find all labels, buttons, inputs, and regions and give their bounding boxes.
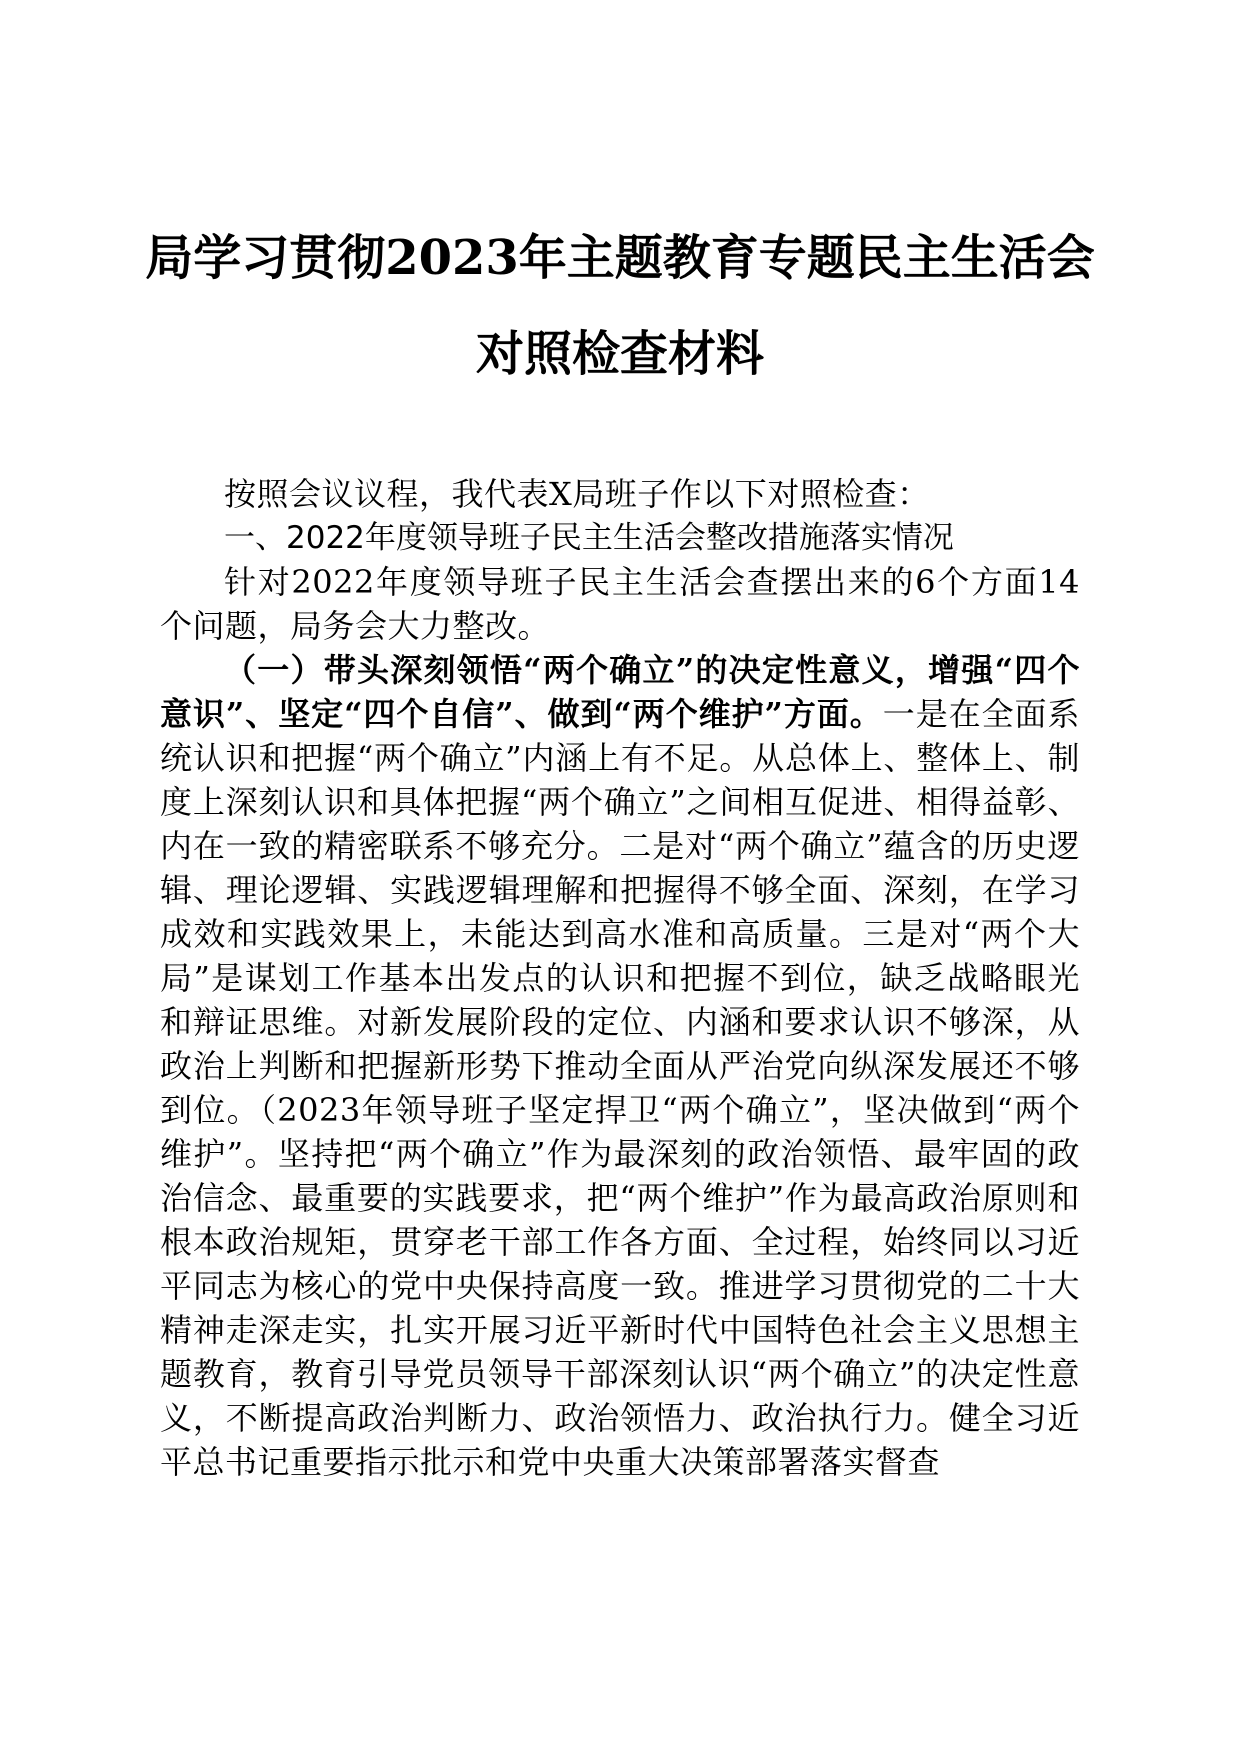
subsection-heading-1: （一）带头深刻领悟“两个确立”的决定性意义，增强“四个意识”、坚定“四个自信”、做到“两个维护”方面。 xyxy=(160,651,1080,733)
intro-paragraph: 按照会议议程，我代表X局班子作以下对照检查： xyxy=(224,475,930,513)
section-heading-1: 一、2022年度领导班子民主生活会整改措施落实情况 xyxy=(224,520,954,556)
subsection-1-paragraph xyxy=(160,648,1080,1484)
subsection-1-body: 一是在全面系统认识和把握“两个确立”内涵上有不足。从总体上、整体上、制度上深刻认识和具体把握“两个确立”之间相互促进、相得益彰、内在一致的精密联系不够充分。二是对“两个确立”蕴含的历史逻辑、理论逻辑、实践逻辑理解和把握得不够全面、深刻，在学习成效和实践效果上，未能达到高水准和高质量。三是对“两个大局”是谋划工作基本出发点的认识和把握不到位，缺乏战略眼光和辩证思维。对新发展阶段的定位、内涵和要求认识不够深，从政治上判断和把握新形势下推动全面从严治党向纵深发展还不够到位。（2023年领导班子坚定捍卫“两个确立”，坚决做到“两个维护”。坚持把“两个确立”作为最深刻的政治领悟、最牢固的政治信念、最重要的实践要求，把“两个维护”作为最高政治原则和根本政治规矩，贯穿老干部工作各方面、全过程，始终同以习近平同志为核心的党中央保持高度一致。推进学习贯彻党的二十大精神走深走实，扎实开展习近平新时代中国特色社会主义思想主题教育，教育引导党员领导干部深刻认识“两个确立”的决定性意义，不断提高政治判断力、政治领悟力、政治执行力。健全习近平总书记重要指示批示和党中央重大决策部署落实督查 xyxy=(160,695,1080,1481)
title-line-1: 局学习贯彻2023年主题教育专题民主生活会 xyxy=(145,230,1095,286)
section-1-paragraph: 针对2022年度领导班子民主生活会查摆出来的6个方面14个问题，局务会大力整改。 xyxy=(160,563,1080,645)
document-body xyxy=(160,472,1080,1484)
document-title xyxy=(0,222,1240,414)
title-line-2: 对照检查材料 xyxy=(475,326,764,382)
